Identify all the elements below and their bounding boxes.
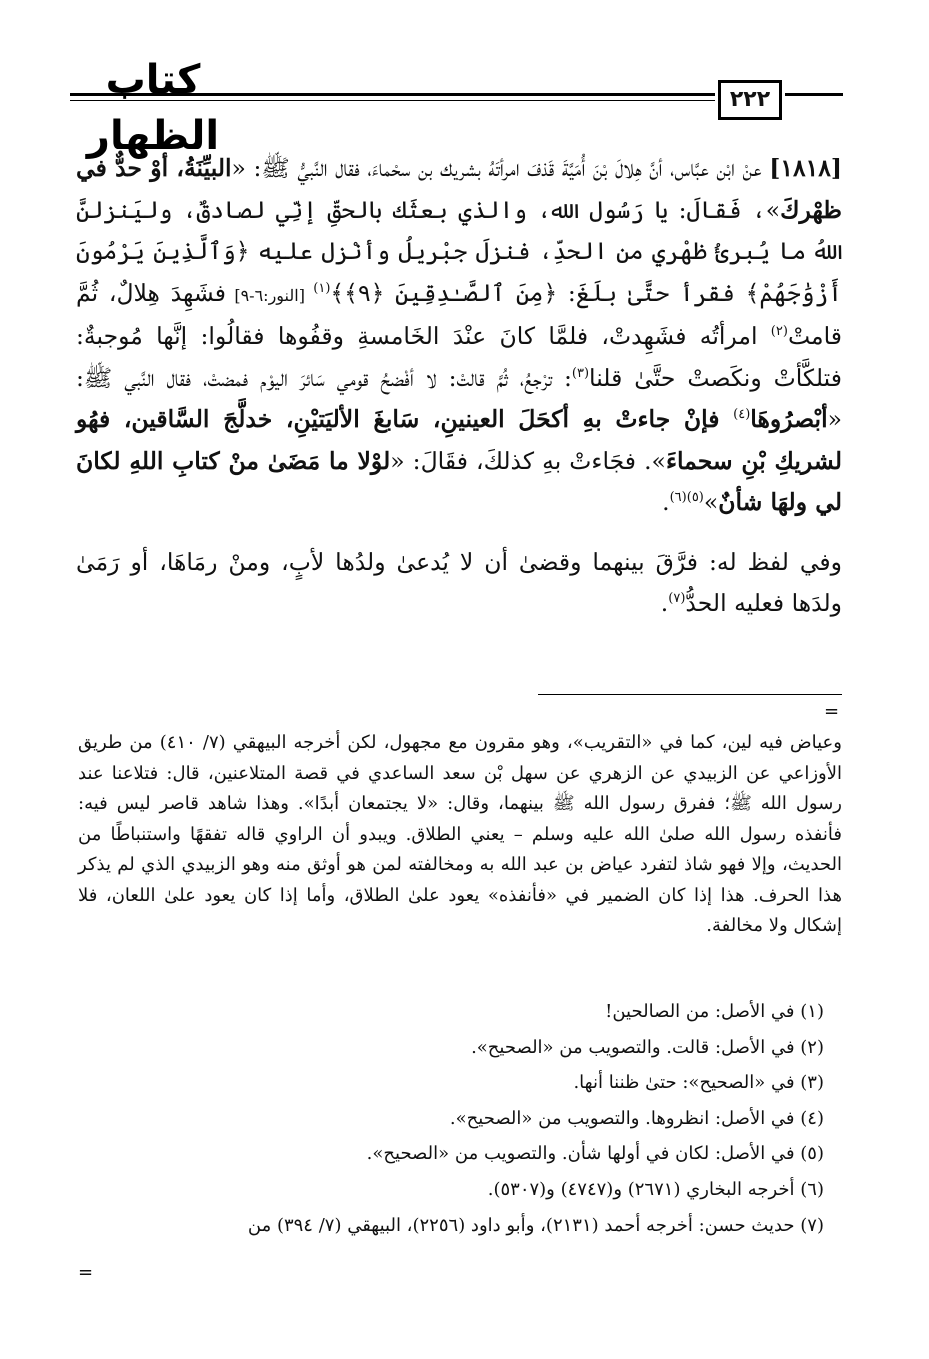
footnote-mark: (٧) [668,591,686,607]
hadith-text: » [703,488,719,516]
footnote-mark: (٦) [669,490,687,506]
hadith-text: »، فَقالَ: يا رَسُول الله، والذي بعثَك بالحقِّ إنِّي لصادقٌ، وليَنزلنَّ اللهُ ما يُبرئُ ظهْري من الحدِّ، فنزلَ جبْريلُ وأنْزل عليه ﴿وَٱلَّذِينَ يَرْمُونَ أَزْوَٰجَهُمْ﴾ فقرأ حتَّىٰ بلَغَ: ﴿مِنَ ٱلصَّـٰدِقِينَ ﴿٩﴾﴾ [76,195,843,307]
main-text [76,148,842,625]
header-rule-thin [70,100,715,101]
hadith-text: : ترْجعُ، ثُمَّ قالتْ: لا أفْضحُ قومي سَائرَ اليوْم فمضتْ، فقال النَّبي ﷺ: « [76,363,842,433]
hadith-text: ». فجَاءتْ بهِ كذلكَ، فقَالَ: « [390,446,666,475]
variant-text: وفي لفظ له: فرَّقَ بينهما وقضىٰ أن لا يُدعىٰ ولدُها لأبٍ، ومنْ رمَاهَا، أو رَمَىٰ ولدَها فعليه الحدُّ [76,547,842,617]
hadith-bold-text: لوْلا ما مَضَىٰ منْ كتابِ اللهِ لكانَ لي ولهَا شأنٌ [76,446,842,516]
continuation-marker: = [824,701,840,722]
continued-footnote-text: وعياض فيه لين، كما في «التقريب»، وهو مقرون مع مجهول، لكن أخرجه البيهقي (٧/ ٤١٠) من طريق الأوزاعي عن الزبيدي عن الزهري عن سهل بْن سعد الساعدي في قصة المتلاعنين، قال: فتلاعنا عند رسول الله ﷺ؛ ففرق رسول الله ﷺ بينهما، وقال: «لا يجتمعان أبدًا». وهذا شاهد قاصر ليس فيه: فأنفذه رسول الله صلىٰ الله عليه وسلم – يعني الطلاق. ويبدو أن الراوي قاله تفقهًا واستنباطًا من الحديث، وإلا فهو شاذ لتفرد عياض بن عبد الله به ومخالفته لمن هو أوثق منه وهو الزبيدي الذي لم يذكر هذا الحرف. هذا إذا كان الضمير في «فأنفذه» يعود علىٰ الطلاق، وأما إذا كان يعود علىٰ اللعان، فلا إشكال ولا مخالفة. [78,732,842,936]
footnote-item: (٤) في الأصل: انظروها. والتصويب من «الصحيح». [449,1107,824,1129]
header-rule [70,93,715,96]
hadith-bold-text: البيِّنَةُ، أوْ حدٌّ في ظهْركَ [76,154,842,224]
footnote-item: (٦) أخرجه البخاري (٢٦٧١) و(٤٧٤٧) و(٥٣٠٧). [487,1178,824,1200]
hadith-paragraph [76,148,842,524]
hadith-number: [١٨١٨] [769,154,842,182]
book-title: كتاب الظهار [86,57,220,159]
footnote-item: (٧) حديث حسن: أخرجه أحمد (٢١٣١)، وأبو داود (٢٢٥٦)، البيهقي (٧/ ٣٩٤) من [247,1215,824,1236]
hadith-bold-text: أبْصرُوهَا [750,405,828,433]
hadith-bold-text: فإنْ جاءتْ بهِ أكحَلَ العينينِ، سَابغَ الأليَتيْنِ، خدلَّجَ السَّاقين، فهُو لشريكِ بْنِ سحماءَ [76,405,842,475]
footnote-mark: (١) [313,280,331,296]
footnote-list [78,994,842,1241]
header-rule-right [785,93,843,96]
footnote-mark: (٤) [733,407,751,423]
footnote-item: (٣) في «الصحيح»: حتىٰ ظننا أنها. [573,1072,824,1093]
quran-reference: [النور:٦-٩] [226,285,314,305]
hadith-text: فشَهِدَ هِلالٌ، ثُمَّ قامتْ [76,278,842,350]
page-number: ٢٢٢ [718,80,782,120]
continued-footnote [78,728,842,942]
variant-text: . [660,589,669,617]
trailing-continuation-marker: = [78,1262,94,1283]
hadith-text: . [662,488,670,516]
footnote-item: (١) في الأصل: من الصالحين! [605,1001,824,1022]
variant-paragraph [76,542,842,625]
footnote-item: (٢) في الأصل: قالت. والتصويب من «الصحيح». [471,1036,824,1058]
footnote-mark: (٥) [686,490,704,506]
hadith-text: امرأتُه فشَهِدتْ، فلمَّا كانَ عنْدَ الخَامسةِ وقفُوها فقالُوا: إنَّها مُوجبةٌ: فتلكَّأتْ ونكَصتْ حتَّىٰ قلنا [76,322,842,392]
footnote-separator [538,694,842,695]
hadith-text: عنْ ابْن عبَّاس، أنَّ هِلالَ بْنَ أُمَيَّةَ قَذفَ امرأتَهُ بشريك بن سحْماءَ، فقال النَّبيُّ ﷺ: « [231,154,762,182]
footnote-mark: (٢) [770,324,788,340]
footnote-mark: (٣) [571,365,590,381]
footnote-item: (٥) في الأصل: لكان في أولها شأن. والتصويب من «الصحيح». [366,1143,824,1164]
